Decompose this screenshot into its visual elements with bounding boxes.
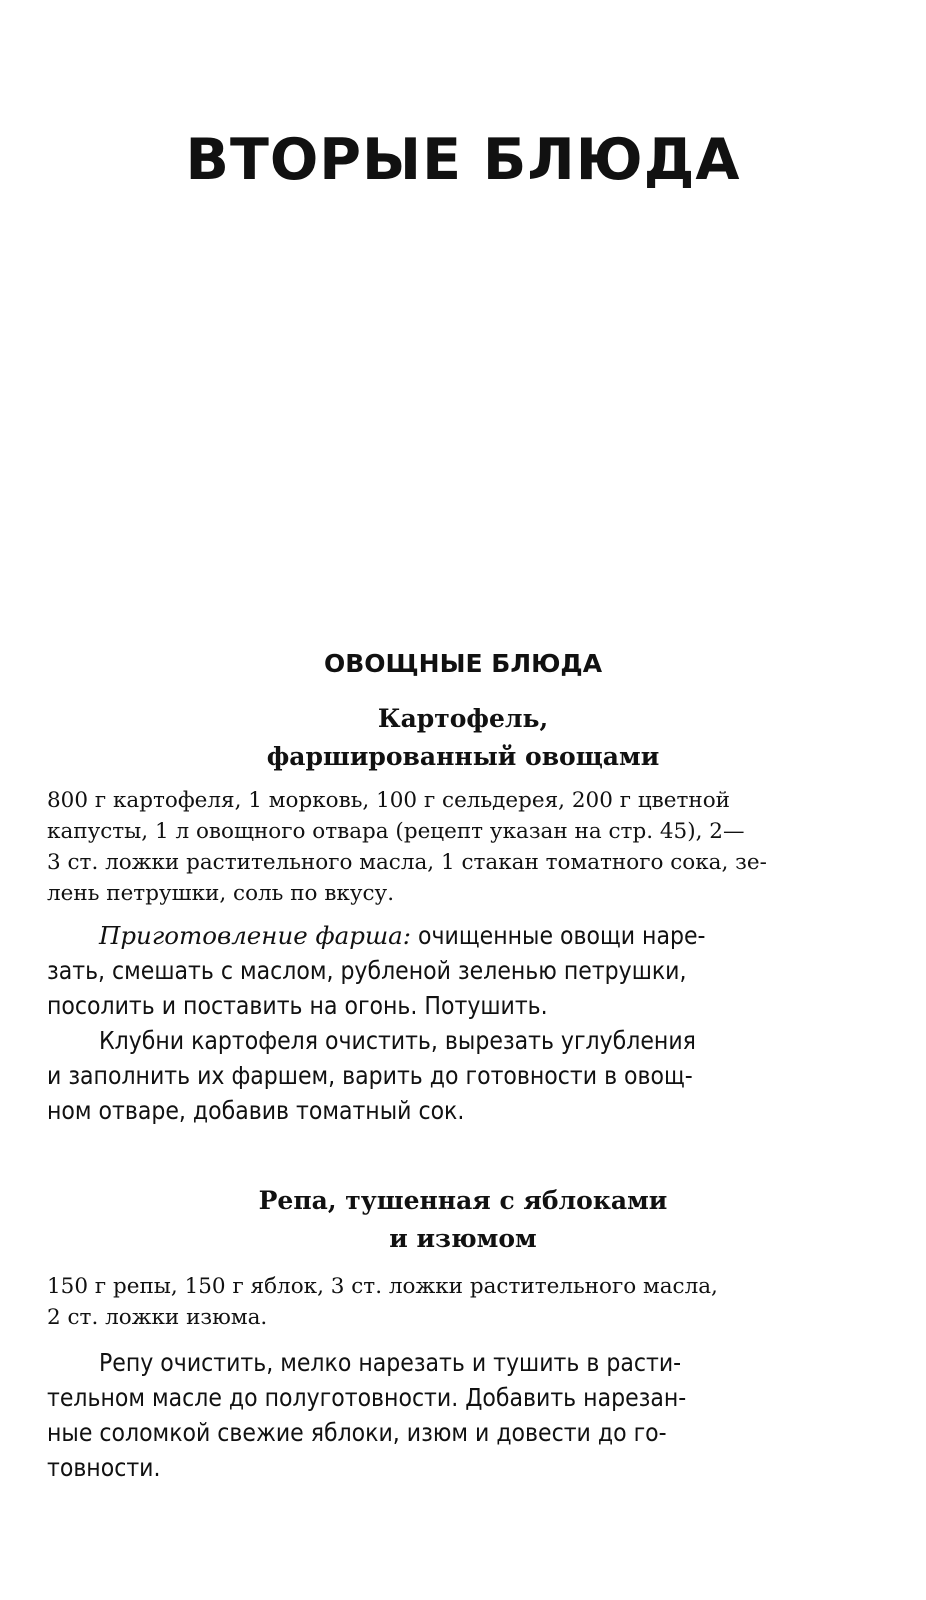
recipe-title-line: фаршированный овощами (266, 742, 660, 771)
ingredients-line: 800 г картофеля, 1 морковь, 100 г сельдерея, 200 г цветной (47, 788, 730, 813)
instructions-turnip (47, 1345, 885, 1485)
chapter-title: ВТОРЫЕ БЛЮДА (185, 127, 741, 193)
instruction-line: ные соломкой свежие яблоки, изюм и довести до го- (47, 1418, 667, 1447)
stuffing-label: Приготовление фарша: (99, 921, 412, 950)
instruction-text: очищенные овощи наре- (411, 921, 706, 950)
recipe-title-turnip (0, 1182, 926, 1258)
ingredients-turnip (47, 1271, 885, 1333)
ingredients-line: лень петрушки, соль по вкусу. (47, 881, 395, 906)
ingredients-potato (47, 785, 885, 909)
instruction-line: товности. (47, 1453, 161, 1482)
instruction-line: тельном масле до полуготовности. Добавить нарезан- (47, 1383, 687, 1412)
instruction-line: и заполнить их фаршем, варить до готовности в овощ- (47, 1061, 693, 1090)
ingredients-line: 3 ст. ложки растительного масла, 1 стакан томатного сока, зе- (47, 850, 767, 875)
recipe-title-line: Репа, тушенная с яблоками (258, 1186, 668, 1215)
recipe-title-line: Картофель, (377, 704, 549, 733)
instruction-line: Клубни картофеля очистить, вырезать углубления (99, 1026, 696, 1055)
instruction-line (47, 918, 885, 953)
instructions-potato (47, 918, 885, 1128)
ingredients-line: капусты, 1 л овощного отвара (рецепт указан на стр. 45), 2— (47, 819, 745, 844)
instruction-line: посолить и поставить на огонь. Потушить. (47, 991, 548, 1020)
recipe-title-line: и изюмом (389, 1224, 537, 1253)
instruction-line: Репу очистить, мелко нарезать и тушить в расти- (99, 1348, 682, 1377)
ingredients-line: 2 ст. ложки изюма. (47, 1305, 268, 1330)
recipe-title-potato (0, 700, 926, 776)
ingredients-line: 150 г репы, 150 г яблок, 3 ст. ложки растительного масла, (47, 1274, 718, 1299)
instruction-line: ном отваре, добавив томатный сок. (47, 1096, 465, 1125)
instruction-line: зать, смешать с маслом, рубленой зеленью петрушки, (47, 956, 687, 985)
section-title: ОВОЩНЫЕ БЛЮДА (323, 649, 603, 678)
